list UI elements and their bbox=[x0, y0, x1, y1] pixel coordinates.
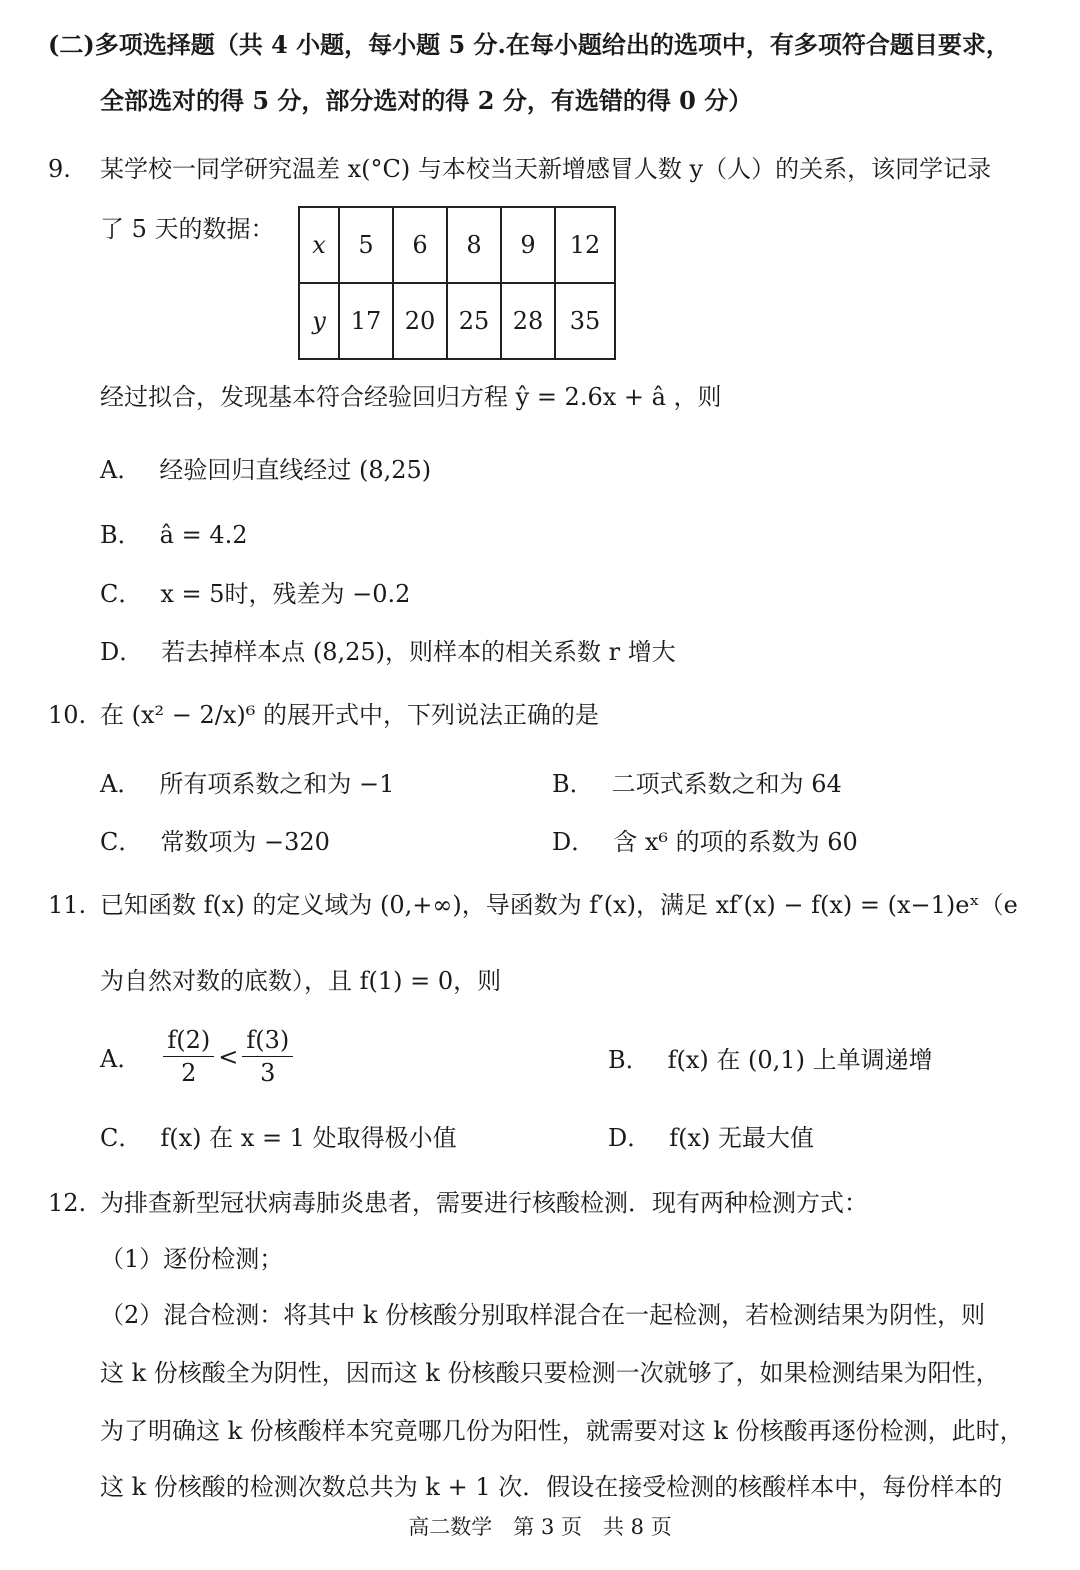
table-cell: 25 bbox=[447, 283, 501, 359]
table-cell: 9 bbox=[501, 207, 555, 283]
option-label: C． bbox=[100, 828, 143, 856]
option-text: 常数项为 −320 bbox=[160, 828, 330, 856]
q9-stem-line2: 了 5 天的数据： bbox=[100, 215, 275, 243]
q12-line4: 这 k 份核酸全为阴性，因而这 k 份核酸只要检测一次就够了，如果检测结果为阳性， bbox=[100, 1359, 1000, 1387]
section-heading-line1: (二)多项选择题（共 4 小题，每小题 5 分.在每小题给出的选项中，有多项符合题目要求， bbox=[48, 30, 1010, 59]
table-cell: 35 bbox=[555, 283, 615, 359]
table-cell: 5 bbox=[339, 207, 393, 283]
option-label: C． bbox=[100, 1124, 143, 1152]
option-label: A． bbox=[100, 770, 142, 798]
q12-line1: 为排查新型冠状病毒肺炎患者，需要进行核酸检测．现有两种检测方式： bbox=[100, 1189, 868, 1217]
option-text: 含 x⁶ 的项的系数为 60 bbox=[613, 828, 858, 856]
q11-option-b bbox=[608, 1040, 933, 1075]
q10-stem bbox=[100, 698, 599, 732]
option-label: A． bbox=[100, 456, 142, 484]
option-label: A． bbox=[100, 1045, 142, 1073]
fraction-denominator: 3 bbox=[260, 1059, 276, 1087]
q10-option-b bbox=[552, 764, 842, 799]
table-row-x bbox=[299, 207, 615, 283]
q9-stem-line3: 经过拟合，发现基本符合经验回归方程 ŷ = 2.6x + â ，则 bbox=[100, 383, 722, 411]
table-row-y bbox=[299, 283, 615, 359]
q10-stem-pre: 在 bbox=[100, 701, 124, 729]
q11-stem-line1: 已知函数 f(x) 的定义域为 (0,+∞)，导函数为 f′(x)，满足 xf′(x) − f(x) = (x−1)eˣ（e bbox=[100, 891, 1018, 919]
option-label: B． bbox=[552, 770, 594, 798]
option-label: D． bbox=[552, 828, 596, 856]
option-label: B． bbox=[100, 521, 142, 549]
table-cell: 28 bbox=[501, 283, 555, 359]
option-text: â = 4.2 bbox=[159, 521, 248, 549]
option-text: f(x) 在 x = 1 处取得极小值 bbox=[160, 1124, 457, 1152]
q12-line2: （1）逐份检测； bbox=[100, 1245, 284, 1273]
page-footer: 高二数学 第 3 页 共 8 页 bbox=[408, 1515, 672, 1539]
q10-option-c bbox=[100, 822, 330, 857]
q9-option-c bbox=[100, 574, 410, 609]
less-than-operator: < bbox=[218, 1042, 239, 1071]
table-cell: 6 bbox=[393, 207, 447, 283]
table-cell: 12 bbox=[555, 207, 615, 283]
q10-expression: (x² − 2/x)⁶ bbox=[131, 701, 256, 729]
q11-number: 11. bbox=[48, 891, 87, 919]
option-label: D． bbox=[608, 1124, 652, 1152]
fraction bbox=[163, 1024, 214, 1089]
option-text: 经验回归直线经过 (8,25) bbox=[159, 456, 432, 484]
fraction-numerator: f(3) bbox=[242, 1024, 293, 1057]
q11-option-a bbox=[100, 1024, 297, 1089]
q11-stem-line2: 为自然对数的底数），且 f(1) = 0，则 bbox=[100, 967, 502, 995]
fraction bbox=[242, 1024, 293, 1089]
q9-option-b bbox=[100, 515, 247, 550]
fraction-denominator: 2 bbox=[181, 1059, 197, 1087]
q12-line6: 这 k 份核酸的检测次数总共为 k + 1 次．假设在接受检测的核酸样本中，每份样本的 bbox=[100, 1473, 1003, 1501]
option-text: 所有项系数之和为 −1 bbox=[159, 770, 395, 798]
q10-option-d bbox=[552, 822, 858, 857]
q12-line5: 为了明确这 k 份核酸样本究竟哪几份为阳性，就需要对这 k 份核酸再逐份检测，此时， bbox=[100, 1417, 1024, 1445]
option-text: x = 5时，残差为 −0.2 bbox=[160, 580, 411, 608]
table-cell: 17 bbox=[339, 283, 393, 359]
q9-number: 9. bbox=[48, 155, 71, 183]
option-text: f(x) 无最大值 bbox=[669, 1124, 815, 1152]
option-label: D． bbox=[100, 638, 144, 666]
q9-option-d bbox=[100, 632, 676, 667]
q9-data-table bbox=[298, 206, 616, 360]
option-text: 二项式系数之和为 64 bbox=[611, 770, 842, 798]
q10-option-a bbox=[100, 764, 394, 799]
table-cell: 8 bbox=[447, 207, 501, 283]
option-label: C． bbox=[100, 580, 143, 608]
option-text: 若去掉样本点 (8,25)，则样本的相关系数 r 增大 bbox=[161, 638, 676, 666]
q11-option-c bbox=[100, 1118, 457, 1153]
q10-number: 10. bbox=[48, 701, 87, 729]
q10-stem-post: 的展开式中，下列说法正确的是 bbox=[263, 701, 600, 729]
table-cell: y bbox=[299, 283, 339, 359]
q9-option-a bbox=[100, 450, 431, 485]
option-label: B． bbox=[608, 1046, 650, 1074]
q12-line3: （2）混合检测：将其中 k 份核酸分别取样混合在一起检测，若检测结果为阴性，则 bbox=[100, 1301, 986, 1329]
section-heading-line2: 全部选对的得 5 分，部分选对的得 2 分，有选错的得 0 分） bbox=[100, 86, 753, 115]
table-cell: x bbox=[299, 207, 339, 283]
q12-number: 12. bbox=[48, 1189, 87, 1217]
q11-option-d bbox=[608, 1118, 814, 1153]
table-cell: 20 bbox=[393, 283, 447, 359]
option-text: f(x) 在 (0,1) 上单调递增 bbox=[667, 1046, 933, 1074]
fraction-numerator: f(2) bbox=[163, 1024, 214, 1057]
q9-stem-line1: 某学校一同学研究温差 x(°C) 与本校当天新增感冒人数 y（人）的关系，该同学记录 bbox=[100, 155, 992, 183]
